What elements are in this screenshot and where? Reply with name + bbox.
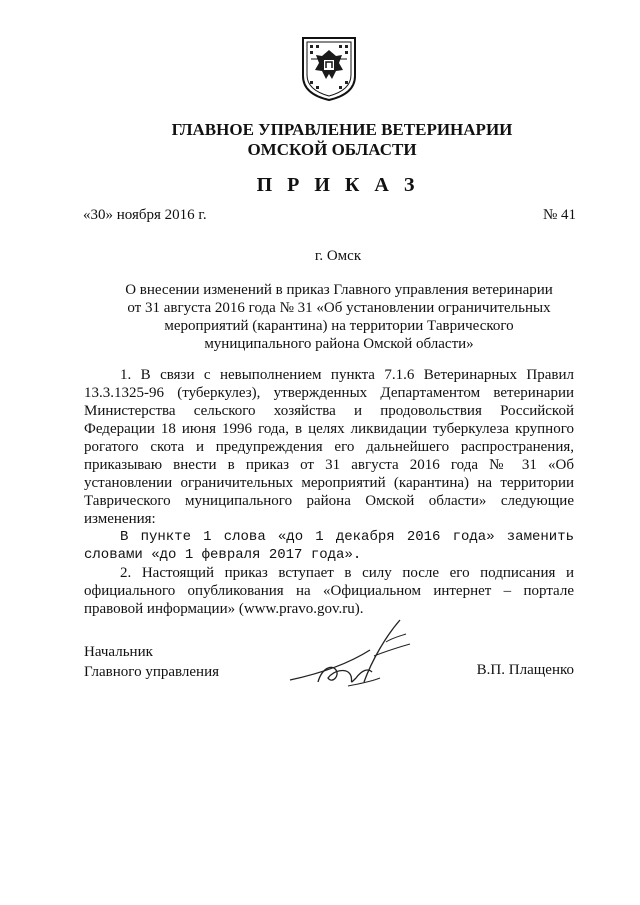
subject-line-3: мероприятий (карантина) на территории Таврического [164, 318, 514, 334]
document-type-title: П Р И К А З [256, 174, 420, 196]
order-date: «30» ноября 2016 г. [83, 207, 207, 223]
org-name-line1: ГЛАВНОЕ УПРАВЛЕНИЕ ВЕТЕРИНАРИИ [171, 120, 513, 139]
coat-of-arms-icon [299, 36, 359, 102]
signatory-name: В.П. Плащенко [476, 662, 574, 678]
paragraph-1: 1. В связи с невыполнением пункта 7.1.6 Ветеринарных Правил 13.3.1325-96 (туберкулез), утвержденных Департаментом ветеринарии Министерства сельского хозяйства и продовольствия Российской Федерации 18 июня 1996 года, в целях ликвидации туберкулеза крупного рогатого скота и предупреждения его дальнейшего распространения, приказываю внести в приказ от 31 августа 2016 года № 31 «Об установлении ограничительных мероприятий (карантина) на территории Таврического муниципального района Омской области» следующие изменения: [84, 367, 574, 527]
subject-line-1: О внесении изменений в приказ Главного управления ветеринарии [125, 282, 553, 298]
paragraph-3: 2. Настоящий приказ вступает в силу после его подписания и официального опубликования на «Официальном интернет – портале правовой информации» (www.pravo.gov.ru). [84, 565, 574, 617]
signatory-title-line2: Главного управления [84, 664, 219, 680]
order-number: № 41 [542, 207, 576, 223]
subject-line-2: от 31 августа 2016 года № 31 «Об установлении ограничительных [127, 300, 551, 316]
order-body [84, 366, 574, 618]
org-name-line2: ОМСКОЙ ОБЛАСТИ [247, 140, 417, 159]
order-city: г. Омск [314, 248, 362, 264]
signatory-title [84, 642, 219, 682]
handwritten-signature [288, 612, 418, 692]
subject-line-4: муниципального района Омской области» [204, 336, 474, 352]
order-subject [100, 281, 578, 353]
signatory-title-line1: Начальник [84, 644, 153, 660]
paragraph-2: В пункте 1 слова «до 1 декабря 2016 года» заменить словами «до 1 февраля 2017 года». [84, 529, 574, 563]
